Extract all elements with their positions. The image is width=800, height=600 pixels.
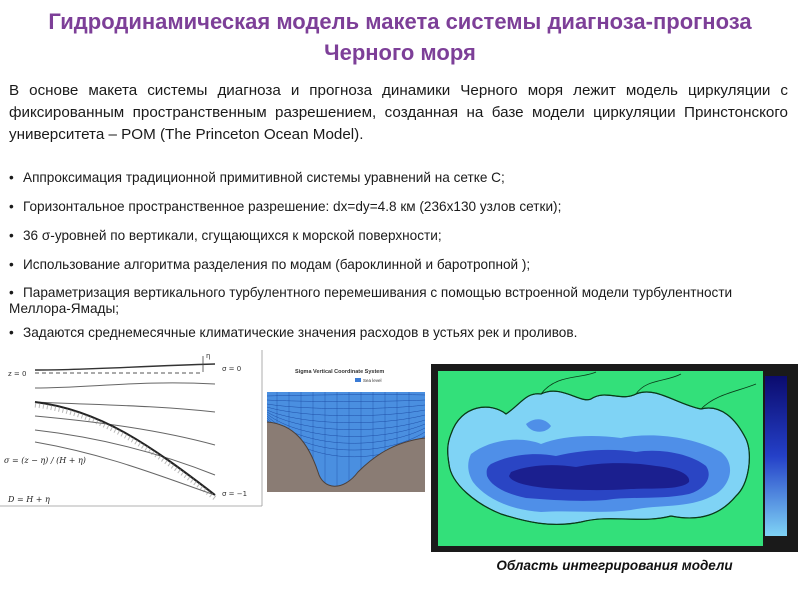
list-item (9, 285, 789, 317)
bullet-icon: • (9, 257, 14, 272)
sigma-minus-one-label: σ = −1 (222, 490, 248, 498)
bullet-text: Использование алгоритма разделения по модам (бароклинной и баротропной ); (23, 257, 531, 272)
list-item (9, 257, 789, 273)
eta-label: η (206, 352, 211, 360)
bullet-icon: • (9, 199, 14, 214)
cross-section-title: Sigma Vertical Coordinate System (295, 369, 385, 375)
z-zero-label: z = 0 (8, 370, 27, 378)
sigma-coordinate-diagram (0, 350, 265, 510)
bullet-text: Горизонтальное пространственное разрешение: dx=dy=4.8 км (236x130 узлов сетки); (23, 199, 562, 214)
list-item (9, 228, 789, 244)
sigma-formula: σ = (z − η) / (H + η) (4, 456, 86, 465)
bullet-text: 36 σ-уровней по вертикали, сгущающихся к морской поверхности; (23, 228, 442, 243)
sigma-zero-label: σ = 0 (222, 365, 242, 373)
bullet-text: Параметризация вертикального турбулентного перемешивания с помощью встроенной модели турбулентности Меллора-Ямады; (9, 285, 733, 316)
list-item (9, 199, 789, 215)
bullet-icon: • (9, 325, 14, 340)
bullet-text: Задаются среднемесячные климатические значения расходов в устьях рек и проливов. (23, 325, 578, 340)
depth-colorbar (765, 376, 787, 536)
depth-formula: D = H + η (8, 495, 50, 504)
intro-paragraph: В основе макета системы диагноза и прогноза динамики Черного моря лежит модель циркуляции с фиксированным пространственным разрешением, созданная на базе модели циркуляции Принстонского университета – POM (The Princeton Ocean Model). (9, 82, 788, 143)
sigma-cross-section-figure (263, 362, 433, 498)
list-item (9, 170, 789, 186)
bullet-icon: • (9, 285, 14, 300)
bullet-text: Аппроксимация традиционной примитивной системы уравнений на сетке С; (23, 170, 505, 185)
bullet-icon: • (9, 228, 14, 243)
sea-level-legend: Sea level (363, 378, 382, 383)
black-sea-domain-map (431, 364, 798, 552)
page-title: Гидродинамическая модель макета системы диагноза-прогноза Черного моря (48, 9, 752, 65)
bullet-icon: • (9, 170, 14, 185)
map-caption: Область интегрирования модели (496, 558, 733, 573)
list-item (9, 325, 789, 341)
